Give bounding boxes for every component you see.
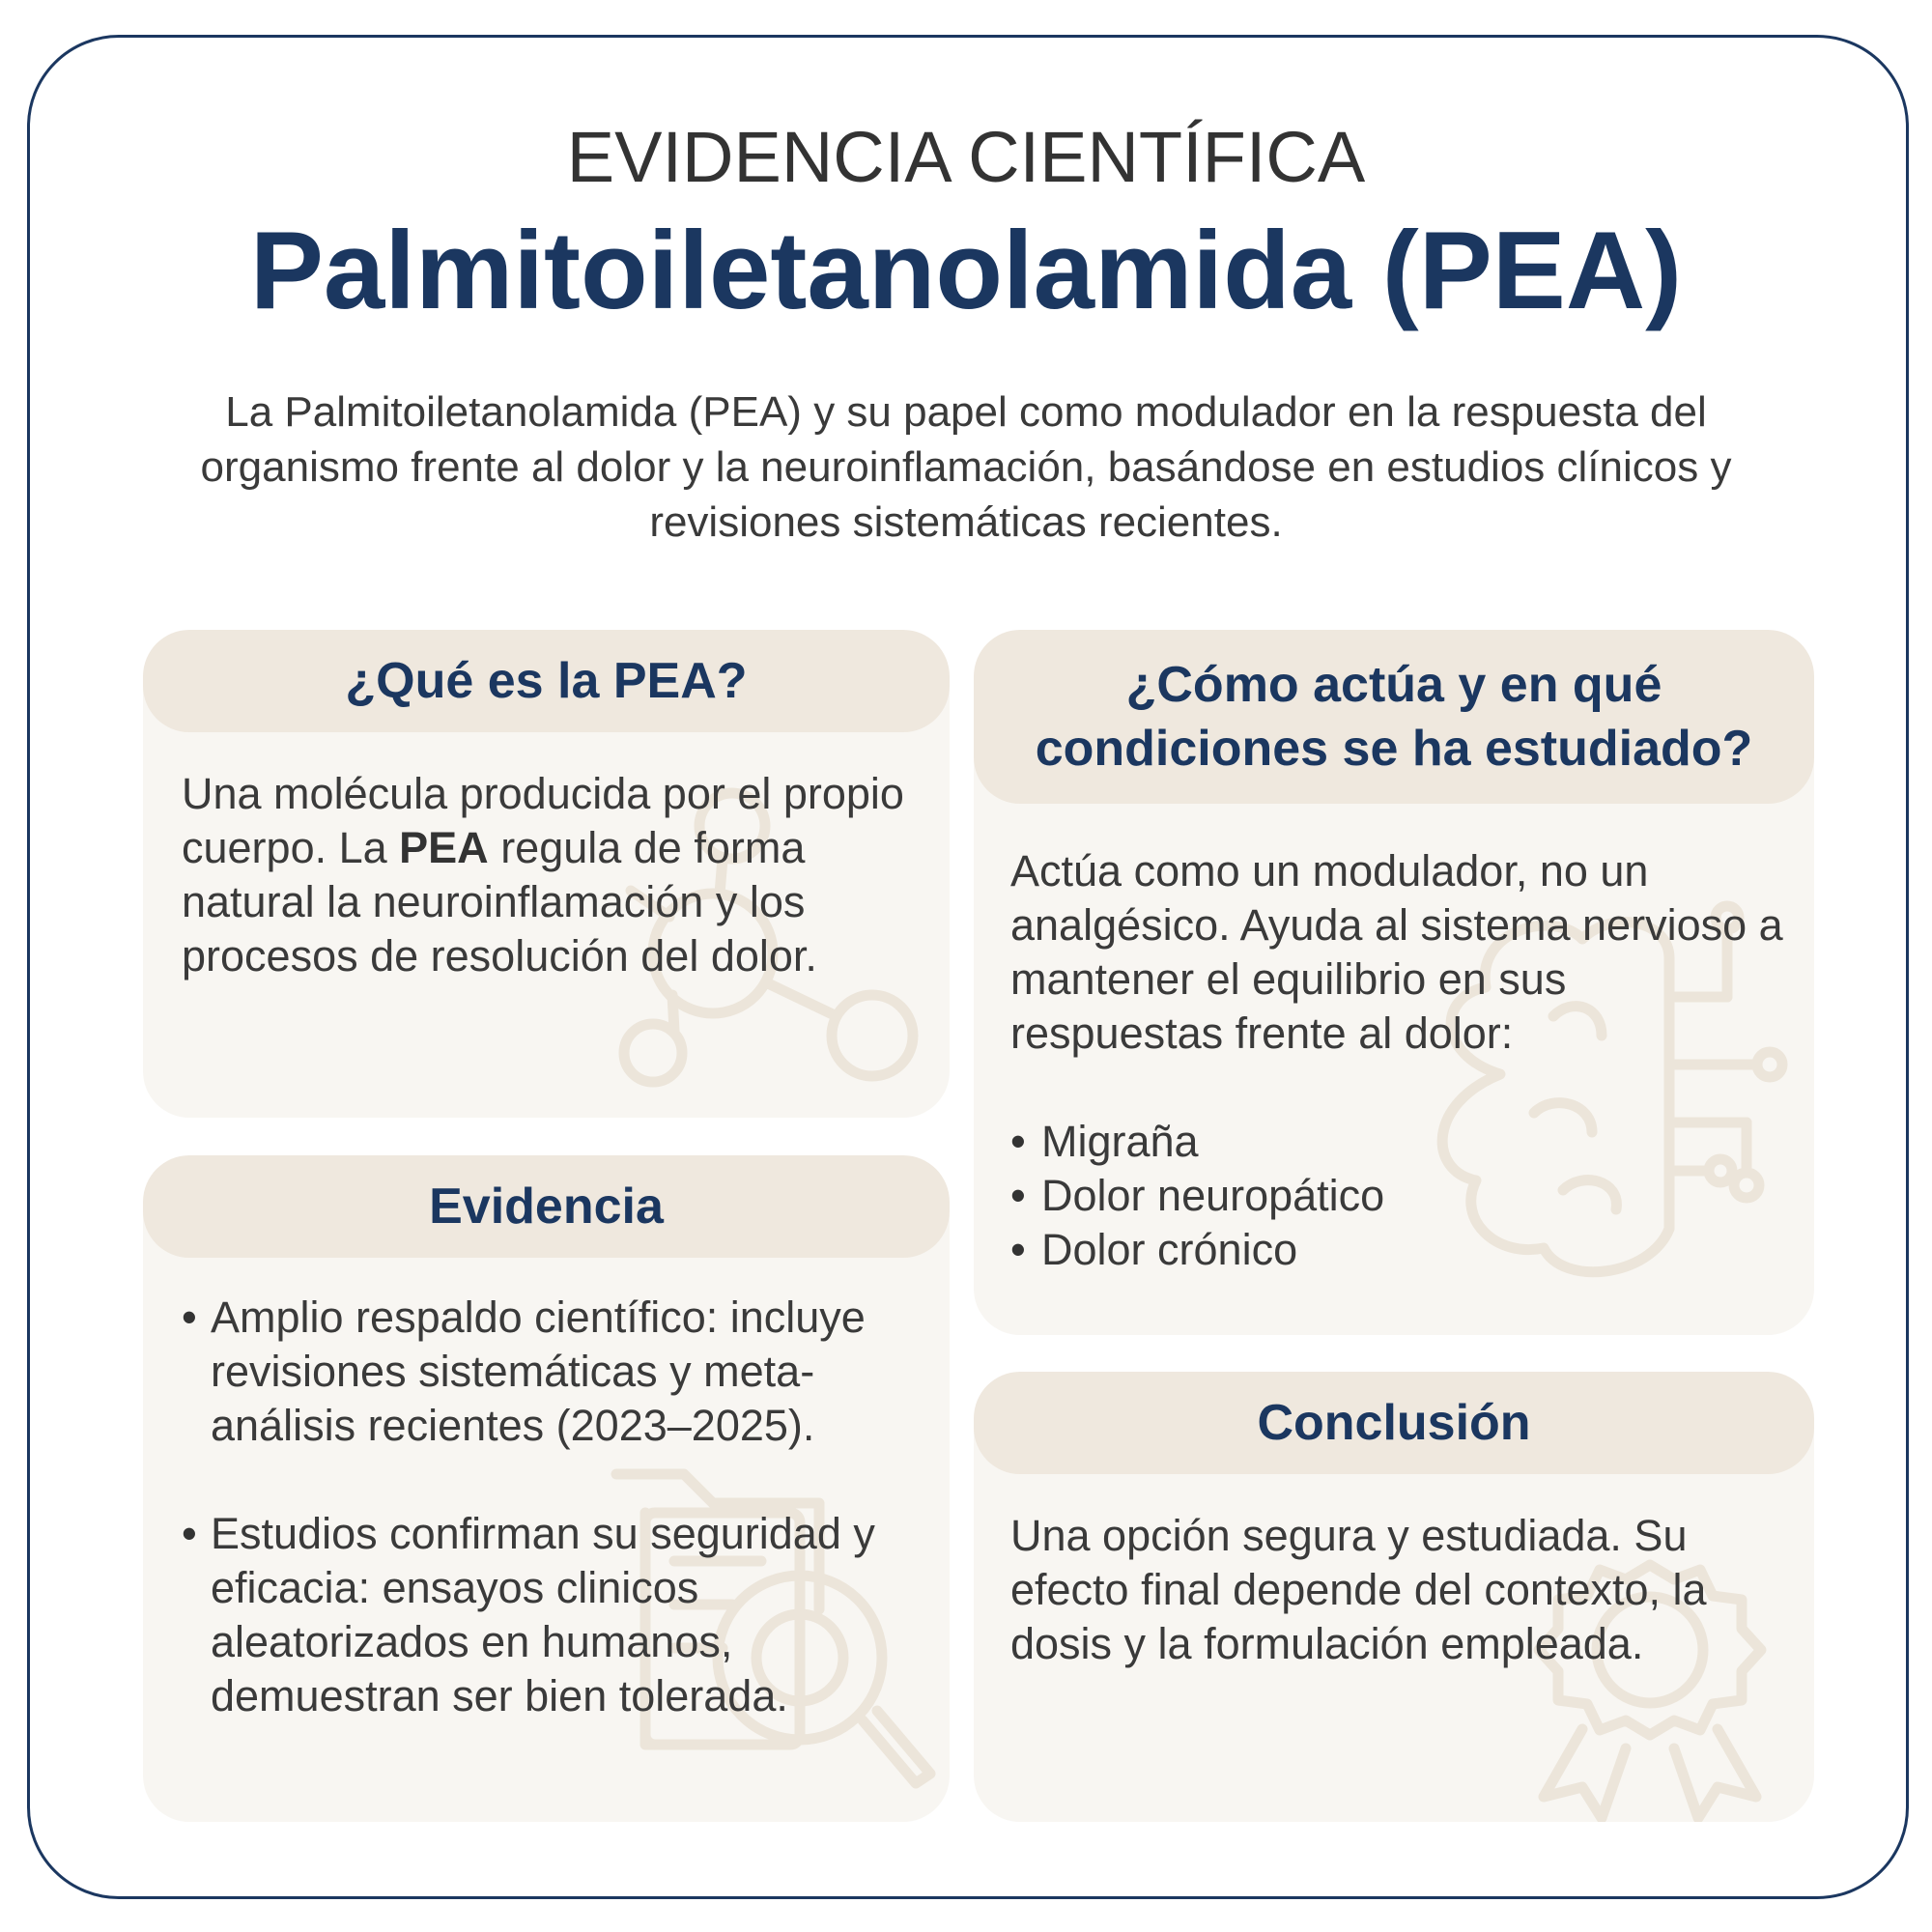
card-que-es-header	[143, 630, 950, 732]
card-que-es-text: Una molécula producida por el propio cuerpo. La PEA regula de forma natural la neuroinflamación y los procesos de resolución del dolor.	[182, 769, 904, 980]
card-como-actua-title: ¿Cómo actúa y en qué condiciones se ha estudiado?	[1035, 657, 1753, 777]
card-conclusion-text: Una opción segura y estudiada. Su efecto final depende del contexto, la dosis y la formulación empleada.	[1010, 1511, 1707, 1668]
card-como-actua	[974, 630, 1814, 1335]
list-item: • Dolor crónico	[1010, 1223, 1783, 1277]
kicker-title: EVIDENCIA CIENTÍFICA	[566, 117, 1366, 197]
list-item: • Migraña	[1010, 1115, 1783, 1169]
list-item: • Dolor neuropático	[1010, 1169, 1783, 1223]
card-conclusion-title: Conclusión	[1257, 1395, 1531, 1451]
card-conclusion	[974, 1372, 1814, 1822]
card-que-es-title: ¿Qué es la PEA?	[345, 653, 748, 709]
card-como-actua-body	[1010, 844, 1783, 1277]
card-que-es	[143, 630, 950, 1118]
card-evidencia	[143, 1155, 950, 1822]
card-evidencia-title: Evidencia	[429, 1179, 664, 1235]
list-item: • Estudios confirman su seguridad y eficacia: ensayos clinicos aleatorizados en humanos, demuestran ser bien tolerada.	[182, 1507, 925, 1723]
card-evidencia-body	[182, 1291, 925, 1723]
conditions-list	[1010, 1115, 1783, 1277]
card-como-actua-text: Actúa como un modulador, no un analgésico. Ayuda al sistema nervioso a mantener el equilibrio en sus respuestas frente al dolor:	[1010, 846, 1783, 1058]
card-conclusion-header	[974, 1372, 1814, 1474]
pea-bold: PEA	[399, 823, 489, 872]
evidence-list	[182, 1291, 925, 1723]
intro-text: La Palmitoiletanolamida (PEA) y su papel como modulador en la respuesta del organismo frente al dolor y la neuroinflamación, basándose en estudios clínicos y revisiones sistemáticas recientes.	[200, 388, 1732, 546]
card-evidencia-header	[143, 1155, 950, 1258]
list-item: • Amplio respaldo científico: incluye revisiones sistemáticas y meta-análisis recientes (2023–2025).	[182, 1291, 925, 1453]
card-conclusion-body	[1010, 1509, 1783, 1671]
card-que-es-body	[182, 767, 925, 983]
main-title: Palmitoiletanolamida (PEA)	[249, 210, 1683, 332]
card-como-actua-header	[974, 630, 1814, 804]
